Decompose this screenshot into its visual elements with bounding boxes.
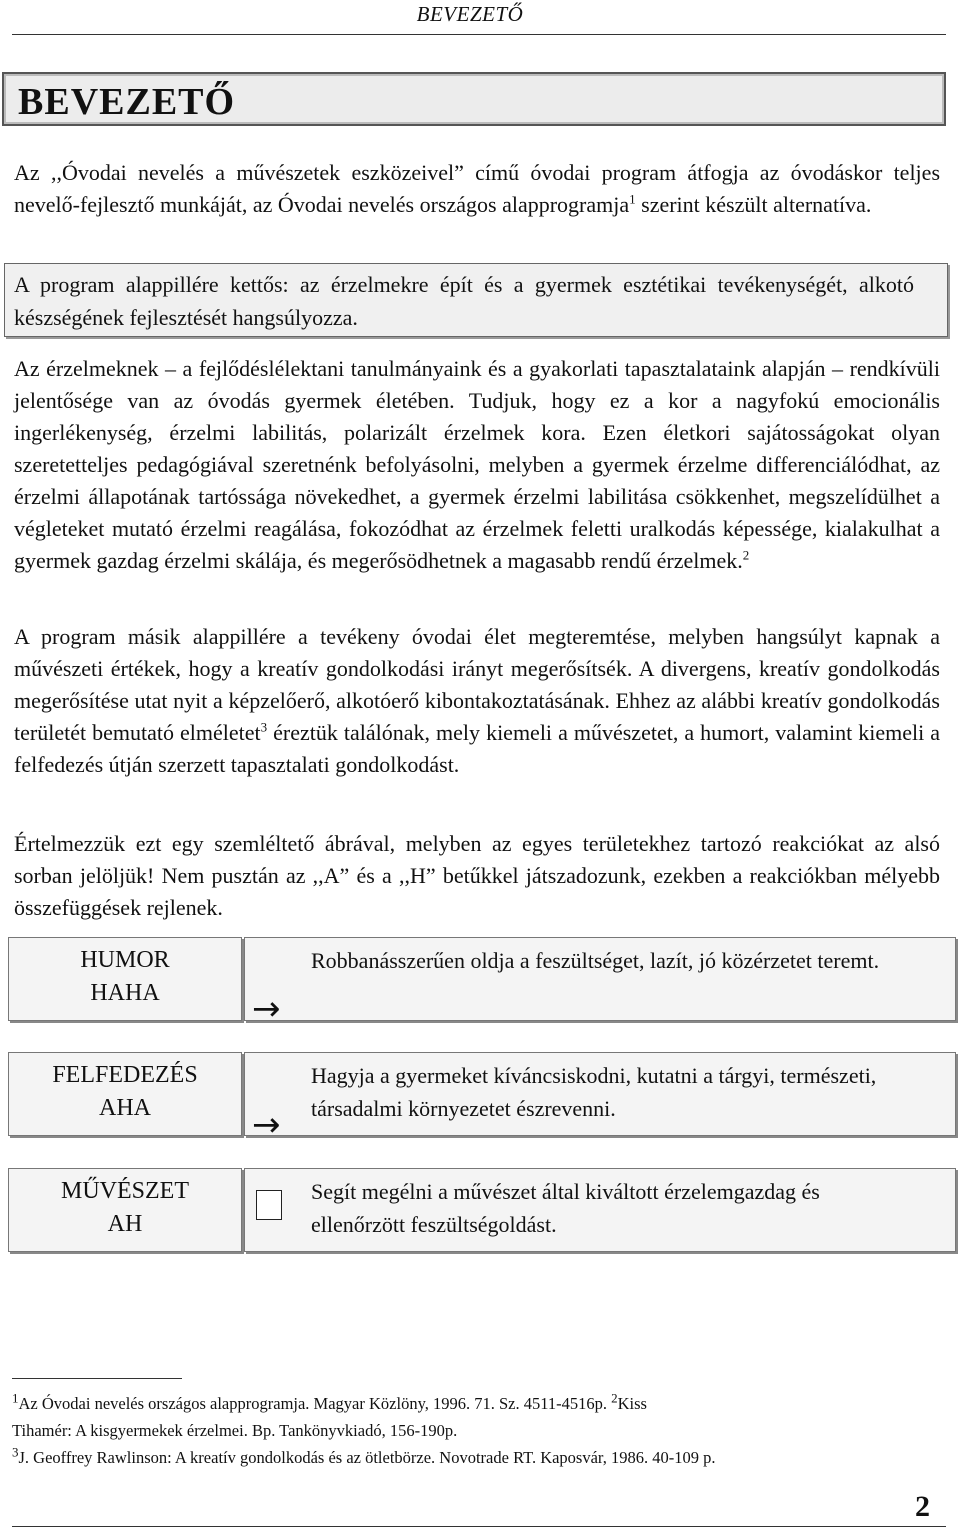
footnote-line [12,1390,912,1417]
diagram-label-art [8,1168,242,1252]
diagram-text-discovery [244,1052,956,1136]
diagram-label-sub: HAHA [90,980,160,1006]
title-box [2,72,946,126]
emotions-text: Az érzelmeknek – a fejlődéslélektani tanulmányaink és a gyakorlati tapasztalataink alapján – rendkívüli jelentősége van az óvodás gyermek életében. Tudjuk, hogy ez a kor a nagyfokú emocionális ingerlékenység, érzelmi labilitás, polarizált érzelmek kora. Ezen életkori sajátosságokat olyan szeretetteljes pedagógiával szeretnénk befolyásolni, melyben a gyermek érzelme differenciálódhat, az érzelmi állapotának tartóssága növekedhet, a gyermek érzelmi labilitása csökkenhet, megszelídülhet a végleteket mutató érzelmi reagálása, fokozódhat az érzelmek feletti uralkodás képessége, kialakulhat a gyermek gazdag érzelmi skálája, és megerősödhetnek a magasabb rendű érzelmek. [14,356,940,573]
diagram-label-title: HUMOR [80,947,170,973]
page-title: BEVEZETŐ [18,81,236,123]
running-header: BEVEZETŐ [416,2,524,26]
intro-text-end: szerint készült alternatíva. [635,191,872,217]
footnote-ref-2: 2 [742,547,750,563]
footnote-line [12,1444,912,1471]
footnote-ref-1: 1 [629,191,636,207]
pillar-paragraph: A program alappillére kettős: az érzelmekre épít és a gyermek esztétikai tevékenységét, alkotó készségének fejlesztését hangsúlyozza. [14,272,914,330]
footer-rule [12,1526,946,1527]
page-number: 2 [915,1490,930,1523]
emotions-paragraph [14,353,940,577]
diagram-intro-paragraph: Értelmezzük ezt egy szemléltető ábrával, melyben az egyes területekhez tartozó reakciókat az alsó sorban jelöljük! Nem pusztán az ,,A” és a ,,H” betűkkel játszadozunk, ezekben a reakciókban mélyebb összefüggések rejlenek. [14,831,940,920]
empty-box-icon [256,1190,282,1220]
footnote-marker: 2 [611,1390,618,1406]
diagram-text-art [244,1168,956,1252]
footnote-text: Az Óvodai nevelés országos alapprogramja. Magyar Közlöny, 1996. 71. Sz. 4511-4516p. [18,1394,612,1413]
arrow-right-icon: → [252,1105,281,1145]
second-pillar-paragraph [14,621,940,781]
footnote-rule [12,1378,182,1379]
diagram-description: Hagyja a gyermeket kíváncsiskodni, kutatni a tárgyi, természeti, társadalmi környezetet észrevenni. [311,1063,877,1121]
diagram-text-humor [244,937,956,1021]
footnote-marker: 3 [12,1444,19,1460]
second-pillar-text: A program másik alappillére a tevékeny óvodai élet megteremtése, melyben hangsúlyt kapnak a művészeti értékek, hogy a kreatív gondolkodási irányt megerősítsék. A divergens, kreatív gondolkodás megerősítése utat nyit a képzelőerő, alkotóerő kibontakoztatásának. Ehhez az alábbi kreatív gondolkodás területét bemutató elméletet [14,624,940,745]
second-pillar-text-end: éreztük találónak, mely kiemeli a művészetet, a humort, valamint kiemeli a felfedezés útján szerzett tapasztalati gondolkodást. [14,720,940,777]
footnote-text: J. Geoffrey Rawlinson: A kreatív gondolkodás és az ötletbörze. Novotrade RT. Kaposvár, 1986. 40-109 p. [18,1448,716,1467]
intro-text: Az ,,Óvodai nevelés a művészetek eszközeivel” című óvodai program átfogja az óvodáskor teljes nevelő-fejlesztő munkáját, az Óvodai nevelés országos alapprogramja [14,160,940,217]
footnote-marker: 1 [12,1390,19,1406]
footnote-ref-3: 3 [260,719,268,735]
footnote-line: Tihamér: A kisgyermekek érzelmei. Bp. Tankönyvkiadó, 156-190p. [12,1421,458,1440]
arrow-right-icon: → [252,989,281,1029]
footnote-text: Kiss [617,1394,647,1413]
footnotes [12,1390,912,1471]
diagram-description: Segít megélni a művészet által kiváltott érzelemgazdag és ellenőrzött feszültségoldást. [311,1179,820,1237]
diagram-label-title: FELFEDEZÉS [52,1062,198,1088]
diagram-label-sub: AHA [99,1095,151,1121]
header-rule [12,34,946,35]
diagram-label-humor [8,937,242,1021]
diagram-label-discovery [8,1052,242,1136]
diagram-description: Robbanásszerűen oldja a feszültséget, lazít, jó közérzetet teremt. [311,948,880,973]
diagram-label-title: MŰVÉSZET [61,1178,189,1204]
diagram-label-sub: AH [107,1211,143,1237]
intro-paragraph [14,157,940,220]
